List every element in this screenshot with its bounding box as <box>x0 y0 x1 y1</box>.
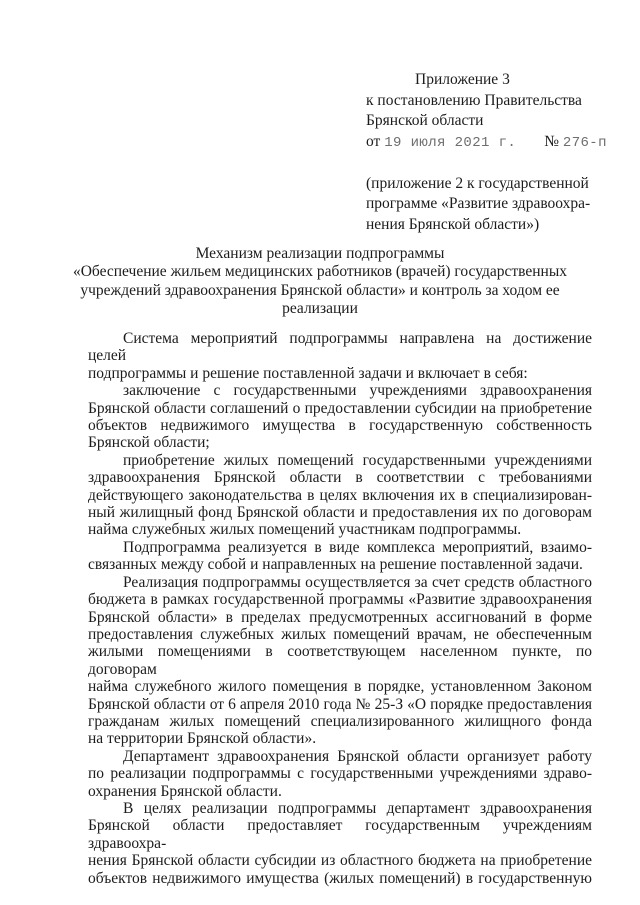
body-line: охранения Брянской области. <box>88 782 282 800</box>
body-line: найма служебного жилого помещения в порядке, установленном Законом <box>88 678 592 696</box>
title-line: учреждений здравоохранения Брянской области» и контроль за ходом ее <box>80 281 560 299</box>
date-prefix: от <box>366 132 381 150</box>
body-line: Система мероприятий подпрограммы направлена на достижение целей <box>88 330 592 365</box>
body-line: Реализация подпрограммы осуществляется за счет средств областного <box>123 573 592 591</box>
body-line: по реализации подпрограммы с государственными учреждениями здраво- <box>88 765 592 783</box>
body-line: связанных между собой и направленных на решение поставленной задачи. <box>88 556 583 574</box>
body-line: приобретение жилых помещений государственными учреждениями <box>123 451 592 469</box>
body-paragraph <box>88 800 592 887</box>
body-line: бюджета в рамках государственной программы «Развитие здравоохранения <box>88 591 592 609</box>
body-paragraph <box>88 539 592 574</box>
appendix-ref-line: Брянской области <box>366 112 484 129</box>
body-line: ный жилищный фонд Брянской области и предоставления их по договорам <box>88 504 592 522</box>
typed-date-stamp: 19 июля 2021 г. <box>384 134 517 151</box>
body-line: здравоохранения Брянской области в соответствии с требованиями <box>88 469 592 487</box>
title-line: Механизм реализации подпрограммы <box>195 245 445 262</box>
body-line: нения Брянской области субсидии из областного бюджета на приобретение <box>88 852 592 870</box>
body-line: Брянской области соглашений о предоставлении субсидии на приобретение <box>88 399 592 417</box>
body-line: найма служебных жилых помещений участникам подпрограммы. <box>88 521 522 539</box>
body-line: жилыми помещениями в соответствующем населенном пункте, по договорам <box>88 643 592 678</box>
appendix-header-block <box>366 70 624 235</box>
body-paragraph <box>88 330 592 382</box>
body-line: Брянской области; <box>88 434 210 452</box>
number-sign: № <box>544 132 560 150</box>
typed-number-stamp: 276-п <box>562 134 607 151</box>
body-line: Брянской области предоставляет государственным учреждениям здравоохра- <box>88 817 592 852</box>
body-line: гражданам жилых помещений специализированного жилищного фонда <box>88 712 592 730</box>
body-paragraph <box>88 748 592 800</box>
title-line: реализации <box>282 300 358 318</box>
body-line: подпрограммы и решение поставленной задачи и включает в себя: <box>88 364 528 382</box>
program-ref-line: нения Брянской области») <box>366 215 540 233</box>
document-date-number-line <box>366 132 624 154</box>
program-ref-line: (приложение 2 к государственной <box>366 174 589 192</box>
body-line: предоставления служебных жилых помещений врачам, не обеспеченным <box>88 625 592 643</box>
body-text <box>88 330 592 887</box>
body-paragraph <box>88 382 592 452</box>
body-line: В целях реализации подпрограммы департамент здравоохранения <box>123 799 592 817</box>
appendix-ref-line: к постановлению Правительства <box>366 91 582 109</box>
body-line: Подпрограмма реализуется в виде комплекса мероприятий, взаимо- <box>123 538 592 556</box>
body-line: на территории Брянской области». <box>88 730 317 748</box>
body-line: Брянской области от 6 апреля 2010 года № 25-З «О порядке предоставления <box>88 695 592 713</box>
blank-line <box>366 153 624 174</box>
document-title <box>60 245 580 319</box>
body-line: заключение с государственными учреждениями здравоохранения <box>123 382 592 400</box>
body-paragraph <box>88 574 592 748</box>
body-line: действующего законодательства в целях включения их в специализирован- <box>88 486 592 504</box>
body-line: Департамент здравоохранения Брянской области организует работу <box>123 747 592 765</box>
body-line: объектов недвижимого имущества (жилых помещений) в государственную <box>88 869 592 887</box>
program-ref-line: программе «Развитие здравоохра- <box>366 195 591 212</box>
appendix-number-line: Приложение 3 <box>415 71 510 88</box>
title-line: «Обеспечение жильем медицинских работников (врачей) государственных <box>72 263 568 281</box>
body-line: объектов недвижимого имущества в государственную собственность <box>88 417 592 435</box>
body-line: Брянской области» в пределах предусмотренных ассигнований в форме <box>88 608 592 626</box>
body-paragraph <box>88 452 592 539</box>
